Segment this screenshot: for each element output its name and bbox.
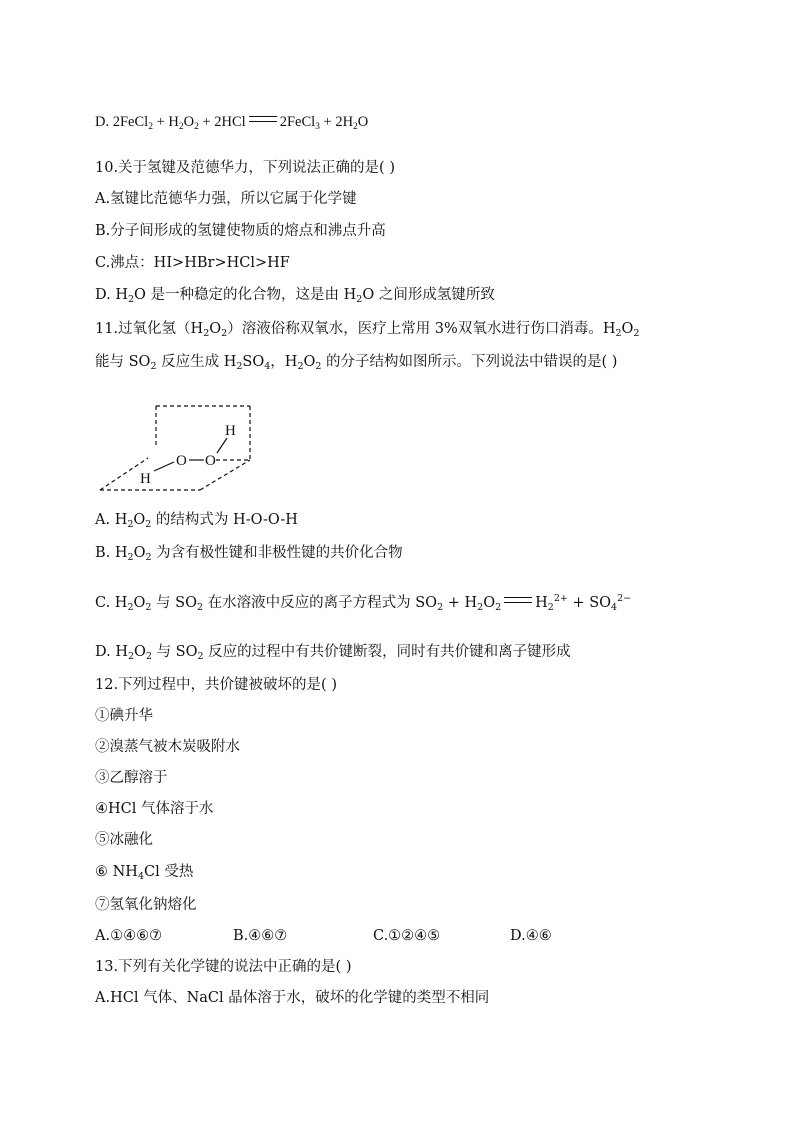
h2o2-structure-figure bbox=[90, 398, 270, 498]
q12-option-a: A.①④⑥⑦ bbox=[95, 928, 163, 944]
q12-item-3: ③乙醇溶于 bbox=[95, 770, 168, 786]
q11-stem-line2: 能与 $SO_2$ 反应生成 $H_2SO_4$，$H_2O_2$ 的分子结构如图所示。下列说法中错误的是( ) bbox=[95, 354, 618, 372]
bond-h-o bbox=[154, 462, 174, 471]
q12-option-b: B.④⑥⑦ bbox=[233, 928, 288, 944]
q10-option-c: C.沸点：HI>HBr>HCl>HF bbox=[95, 255, 290, 271]
q12-item-4: ④HCl 气体溶于水 bbox=[95, 801, 214, 817]
q12-item-5: ⑤冰融化 bbox=[95, 832, 153, 848]
q12-item-6: ⑥ $NH_4Cl$ 受热 bbox=[95, 864, 194, 882]
equals-sign bbox=[504, 597, 532, 603]
q12-item-2: ②溴蒸气被木炭吸附水 bbox=[95, 739, 240, 755]
option-label: D. bbox=[95, 114, 113, 130]
atom-o-left: O bbox=[176, 453, 187, 469]
q11-option-d: D. $H_2O_2$ 与 $SO_2$ 反应的过程中有共价键断裂，同时有共价键和离子键形成 bbox=[95, 644, 571, 662]
atom-o-right: O bbox=[205, 453, 216, 469]
q12-option-d: D.④⑥ bbox=[510, 928, 552, 944]
q12-stem: 12.下列过程中，共价键被破坏的是( ) bbox=[95, 677, 337, 693]
q12-item-1: ①碘升华 bbox=[95, 708, 153, 724]
q10-option-b: B.分子间形成的氢键使物质的熔点和沸点升高 bbox=[95, 223, 386, 239]
q13-option-a: A.HCl 气体、NaCl 晶体溶于水，破坏的化学键的类型不相同 bbox=[95, 990, 490, 1006]
q10-option-d: D. $H_2O$ 是一种稳定的化合物，这是由 $H_2O$ 之间形成氢键所致 bbox=[95, 287, 495, 305]
bond-o-h bbox=[217, 438, 227, 453]
q12-item-7: ⑦氢氧化钠熔化 bbox=[95, 897, 197, 913]
q10-stem: 10.关于氢键及范德华力，下列说法正确的是( ) bbox=[95, 160, 395, 176]
atom-h-left: H bbox=[140, 471, 151, 487]
equals-sign bbox=[249, 116, 277, 122]
q10-option-a: A.氢键比范德华力强，所以它属于化学键 bbox=[95, 191, 357, 207]
q11-option-c: C. $H_2O_2$ 与 $SO_2$ 在水溶液中反应的离子方程式为 $SO_2 + H_2O_2$ $H_2^{2+} + SO_4^{2-}$ bbox=[95, 593, 632, 613]
q12-options bbox=[95, 926, 552, 946]
q11-stem-line1: 11.过氧化氢$(H_2O_2)$溶液俗称双氧水，医疗上常用 3%双氧水进行伤口消毒。$H_2O_2$ bbox=[95, 321, 640, 339]
q11-option-a: A. $H_2O_2$ 的结构式为 H-O-O-H bbox=[95, 512, 298, 530]
q13-stem: 13.下列有关化学键的说法中正确的是( ) bbox=[95, 959, 352, 975]
atom-h-right: H bbox=[225, 423, 236, 439]
q12-option-c: C.①②④⑤ bbox=[373, 928, 441, 944]
q9-option-d: D. 2FeCl$_2$ + $H_2O_2 + 2HCl$ 2FeCl$_3$ + $2H_2O$ bbox=[95, 114, 369, 132]
q11-option-b: B. $H_2O_2$ 为含有极性键和非极性键的共价化合物 bbox=[95, 545, 403, 563]
